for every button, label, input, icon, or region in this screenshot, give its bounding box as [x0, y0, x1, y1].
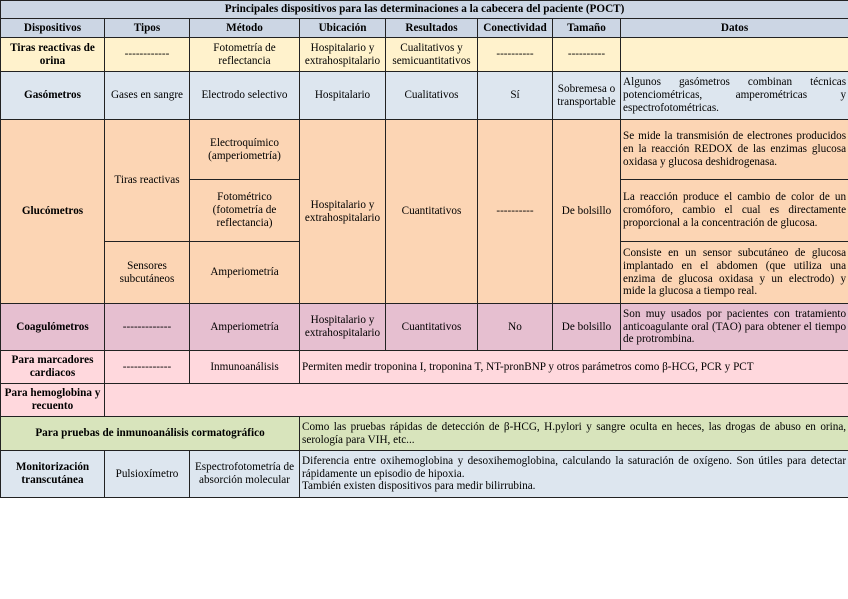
device-name: Monitorización transcutánea	[1, 451, 105, 498]
header-tamano: Tamaño	[553, 19, 621, 38]
header-datos: Datos	[621, 19, 848, 38]
conectividad-cell: Sí	[478, 72, 553, 120]
ubicacion-cell: Hospitalario y extrahospitalario	[300, 38, 386, 72]
device-name: Gasómetros	[1, 72, 105, 120]
tipos-cell: -------------	[105, 351, 190, 384]
metodo-cell: Inmunoanálisis	[190, 351, 300, 384]
row-hemoglobina	[1, 384, 848, 417]
header-row	[1, 19, 848, 38]
device-name: Para hemoglobina y recuento	[1, 384, 105, 417]
header-conectividad: Conectividad	[478, 19, 553, 38]
datos-cell	[621, 38, 848, 72]
device-name: Para pruebas de inmunoanálisis cormatográfico	[1, 417, 300, 451]
tipos-cell: Tiras reactivas	[105, 120, 190, 242]
datos-cell: Se mide la transmisión de electrones producidos en la reacción REDOX de las enzimas glucosa oxidasa y glucosa deshidrogenasa.	[621, 120, 848, 180]
tamano-cell: De bolsillo	[553, 304, 621, 351]
metodo-cell: Fotometría de reflectancia	[190, 38, 300, 72]
metodo-cell: Espectrofotometría de absorción molecular	[190, 451, 300, 498]
device-name: Glucómetros	[1, 120, 105, 304]
device-name: Tiras reactivas de orina	[1, 38, 105, 72]
datos-cell: Algunos gasómetros combinan técnicas potenciométricas, amperométricas y espectrofotométricas.	[621, 72, 848, 120]
conectividad-cell: No	[478, 304, 553, 351]
tipos-cell: -------------	[105, 304, 190, 351]
header-dispositivos: Dispositivos	[1, 19, 105, 38]
empty-cell	[105, 384, 848, 417]
metodo-cell: Electroquímico (amperiometría)	[190, 120, 300, 180]
datos-cell: Como las pruebas rápidas de detección de β-HCG, H.pylori y sangre oculta en heces, las drogas de abuso en orina, serología para VIH, etc...	[300, 417, 848, 451]
row-inmunoanalisis	[1, 417, 848, 451]
tipos-cell: Sensores subcutáneos	[105, 242, 190, 304]
header-ubicacion: Ubicación	[300, 19, 386, 38]
row-glucometros-1	[1, 120, 848, 180]
conectividad-cell: ----------	[478, 38, 553, 72]
datos-cell: La reacción produce el cambio de color de un cromóforo, cambio el cual es directamente proporcional a la concentración de glucosa.	[621, 180, 848, 242]
row-monitorizacion	[1, 451, 848, 498]
conectividad-cell: ----------	[478, 120, 553, 304]
header-resultados: Resultados	[386, 19, 478, 38]
tipos-cell: Pulsioxímetro	[105, 451, 190, 498]
ubicacion-cell: Hospitalario y extrahospitalario	[300, 120, 386, 304]
table-title: Principales dispositivos para las determinaciones a la cabecera del paciente (POCT)	[1, 1, 848, 19]
metodo-cell: Amperiometría	[190, 304, 300, 351]
metodo-cell: Amperiometría	[190, 242, 300, 304]
device-name: Coagulómetros	[1, 304, 105, 351]
datos-cell: Consiste en un sensor subcutáneo de glucosa implantado en el abdomen (que utiliza una enzima de glucosa oxidasa y un electrodo) y mide la glucosa a tiempo real.	[621, 242, 848, 304]
header-metodo: Método	[190, 19, 300, 38]
row-marcadores-cardiacos	[1, 351, 848, 384]
tipos-cell: Gases en sangre	[105, 72, 190, 120]
tamano-cell: Sobremesa o transportable	[553, 72, 621, 120]
header-tipos: Tipos	[105, 19, 190, 38]
resultados-cell: Cuantitativos	[386, 120, 478, 304]
resultados-cell: Cualitativos y semicuantitativos	[386, 38, 478, 72]
metodo-cell: Fotométrico (fotometría de reflectancia)	[190, 180, 300, 242]
metodo-cell: Electrodo selectivo	[190, 72, 300, 120]
datos-cell: Permiten medir troponina I, troponina T, NT-pronBNP y otros parámetros como β-HCG, PCR y PCT	[300, 351, 848, 384]
ubicacion-cell: Hospitalario	[300, 72, 386, 120]
row-tiras-orina	[1, 38, 848, 72]
tamano-cell: ----------	[553, 38, 621, 72]
device-name: Para marcadores cardiacos	[1, 351, 105, 384]
resultados-cell: Cualitativos	[386, 72, 478, 120]
datos-cell	[300, 451, 848, 498]
row-gasometros	[1, 72, 848, 120]
ubicacion-cell: Hospitalario y extrahospitalario	[300, 304, 386, 351]
row-coagulometros	[1, 304, 848, 351]
datos-cell: Son muy usados por pacientes con tratamiento anticoagulante oral (TAO) para obtener el tiempo de protrombina.	[621, 304, 848, 351]
resultados-cell: Cuantitativos	[386, 304, 478, 351]
tipos-cell: ------------	[105, 38, 190, 72]
datos-line-2: También existen dispositivos para medir bilirrubina.	[302, 480, 536, 493]
tamano-cell: De bolsillo	[553, 120, 621, 304]
datos-line-1: Diferencia entre oxihemoglobina y desoxihemoglobina, calculando la saturación de oxígeno. Son útiles para detectar rápidamente un episodio de hipoxia.	[302, 454, 847, 480]
